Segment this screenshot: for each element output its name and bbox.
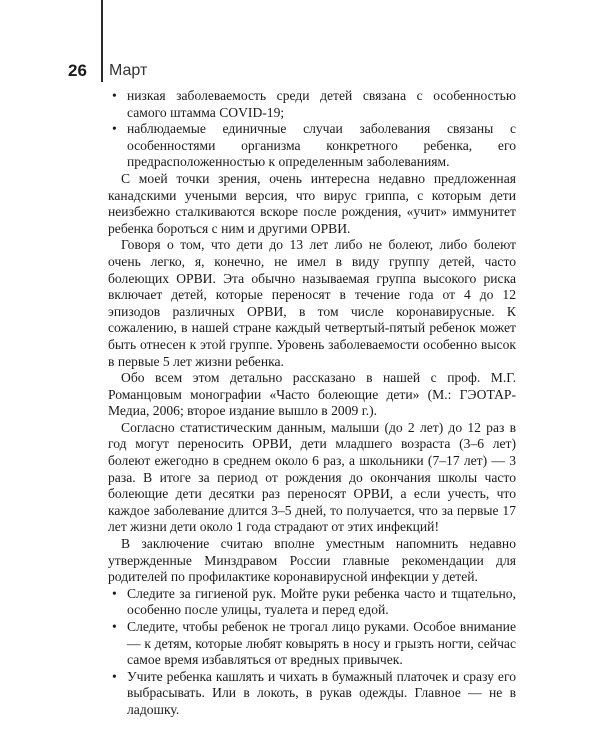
list-item [108, 88, 516, 121]
list-item-text: наблюдаемые единичные случаи заболевания связаны с особенностями организма конкретного ребенка, его предрасположенностью к определенным заболеваниям. [127, 121, 516, 170]
bullet-icon: • [112, 88, 117, 103]
paragraph: Обо всем этом детально рассказано в нашей с проф. М.Г. Романцовым монографии «Часто болеющие дети» (М.: ГЭОТАР-Медиа, 2006; второе издание вышло в 2009 г.). [108, 370, 516, 419]
section-title: Март [109, 62, 148, 79]
list-item [108, 619, 516, 669]
page-header [68, 60, 147, 82]
list-item-text: низкая заболеваемость среди детей связана с особенностью самого штамма COVID-19; [127, 88, 516, 120]
list-item [108, 669, 516, 719]
bullet-list-1 [108, 88, 516, 171]
bullet-icon: • [112, 668, 117, 684]
paragraph: Говоря о том, что дети до 13 лет либо не болеют, либо болеют очень легко, я, конечно, не имел в виду группу детей, часто болеющих ОРВИ. Эта обычно называемая группа высокого риска включает детей, которые переносят в течение года от 4 до 12 эпизодов различных ОРВИ, в том числе коронавирусные. К сожалению, в нашей стране каждый четвертый-пятый ребенок может быть отнесен к этой группе. Уровень заболеваемости особенно высок в первые 5 лет жизни ребенка. [108, 237, 516, 369]
paragraph: С моей точки зрения, очень интересна недавно предложенная канадскими учеными версия, что вирус гриппа, с которым дети неизбежно сталкиваются вскоре после рождения, «учит» иммунитет ребенка бороться с ним и другими ОРВИ. [108, 170, 516, 236]
list-item-text: Учите ребенка кашлять и чихать в бумажный платочек и сразу его выбрасывать. Или в локоть, в рукав одежды. Главное — не в ладошку. [127, 668, 516, 717]
bullet-icon: • [112, 121, 117, 137]
bullet-list-2 [108, 586, 516, 719]
list-item-text: Следите, чтобы ребенок не трогал лицо руками. Особое внимание — к детям, которые любят ковырять в носу и грызть ногти, сейчас самое время избавляться от вредных привычек. [127, 619, 516, 668]
bullet-icon: • [112, 585, 117, 601]
bullet-icon: • [112, 619, 117, 634]
paragraph: В заключение считаю вполне уместным напомнить недавно утвержденные Минздравом России главные рекомендации для родителей по профилактике коронавирусной инфекции у детей. [108, 536, 516, 585]
paragraph: Согласно статистическим данным, малыши (до 2 лет) до 12 раз в год могут переносить ОРВИ, дети младшего возраста (3–6 лет) болеют ежегодно в среднем около 6 раз, а школьники (7–17 лет) — 3 раза. В итоге за период от рождения до окончания школы часто болеющие дети десятки раз переносят ОРВИ, а если учесть, что каждое заболевание длится 3–5 дней, то получается, что за первые 17 лет жизни дети около 1 года страдают от этих инфекций! [108, 419, 516, 535]
page-number: 26 [68, 61, 87, 80]
page-body [108, 88, 516, 719]
list-item [108, 121, 516, 171]
list-item-text: Следите за гигиеной рук. Мойте руки ребенка часто и тщательно, особенно после улицы, туалета и перед едой. [127, 585, 516, 618]
list-item [108, 586, 516, 619]
